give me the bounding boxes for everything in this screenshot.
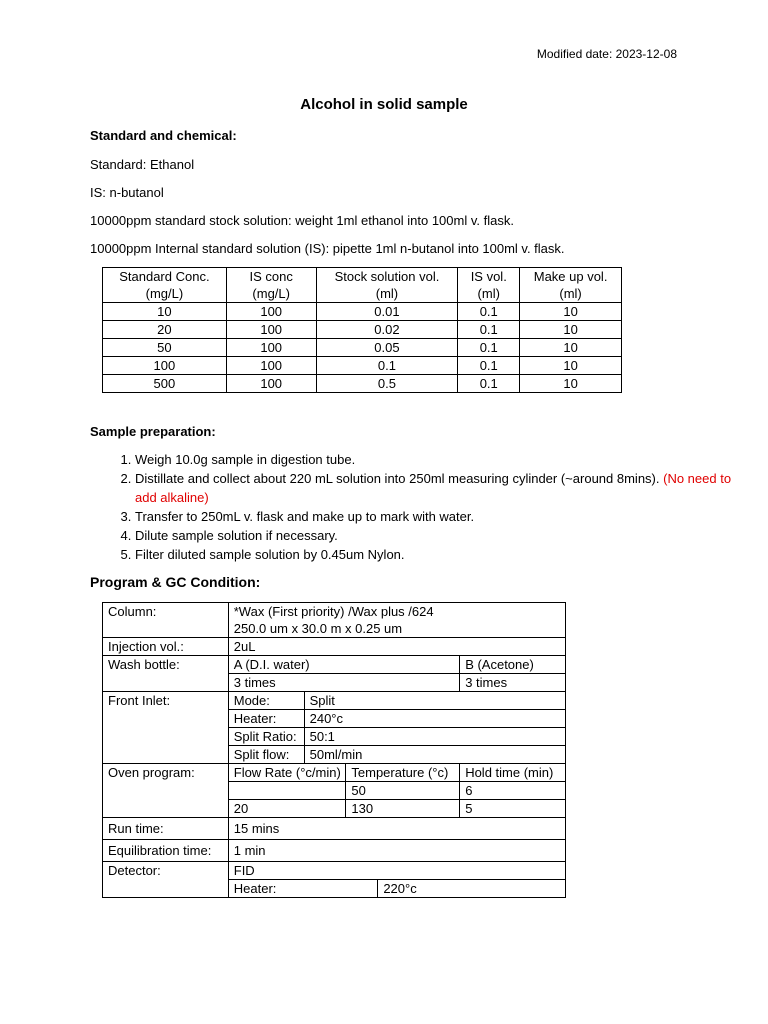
- oven-header: Hold time (min): [460, 764, 566, 782]
- table-cell: 0.1: [316, 357, 458, 375]
- list-item: 2. Distillate and collect about 220 mL solution into 250ml measuring cylinder (~around 8mins). (No need to add alkaline): [135, 469, 735, 507]
- oven-cell: [228, 782, 346, 800]
- table-row: [103, 764, 566, 782]
- header-cell: Stock solution vol. (ml): [316, 268, 458, 303]
- table-row: [103, 321, 622, 339]
- standard-table: [102, 267, 622, 393]
- table-cell: 10: [520, 357, 622, 375]
- table-cell: 100: [103, 357, 227, 375]
- detector-value: FID: [228, 862, 565, 880]
- standard-line: Standard: Ethanol: [90, 157, 195, 172]
- table-row: [103, 638, 566, 656]
- oven-cell: 20: [228, 800, 346, 818]
- oven-header: Flow Rate (°c/min): [228, 764, 346, 782]
- table-cell: 0.1: [458, 375, 520, 393]
- sample-steps-list: [90, 450, 735, 564]
- column-label: Column:: [103, 603, 229, 638]
- table-cell: 0.1: [458, 339, 520, 357]
- sample-prep-heading: Sample preparation:: [90, 424, 216, 439]
- column-value: *Wax (First priority) /Wax plus /624 250.0 um x 30.0 m x 0.25 um: [228, 603, 565, 638]
- header-cell: Standard Conc. (mg/L): [103, 268, 227, 303]
- is-line: IS: n-butanol: [90, 185, 164, 200]
- table-cell: 10: [103, 303, 227, 321]
- table-cell: 0.5: [316, 375, 458, 393]
- inlet-label: Front Inlet:: [103, 692, 229, 764]
- wash-label: Wash bottle:: [103, 656, 229, 692]
- inlet-value: Split: [304, 692, 565, 710]
- table-cell: 20: [103, 321, 227, 339]
- table-cell: 0.1: [458, 303, 520, 321]
- table-row: [103, 818, 566, 840]
- wash-a-times: 3 times: [228, 674, 459, 692]
- list-item: 5. Filter diluted sample solution by 0.45um Nylon.: [135, 545, 735, 564]
- detector-heater-label: Heater:: [228, 880, 378, 898]
- oven-cell: 6: [460, 782, 566, 800]
- wash-a: A (D.I. water): [228, 656, 459, 674]
- table-row: [103, 840, 566, 862]
- wash-b: B (Acetone): [460, 656, 566, 674]
- table-cell: 500: [103, 375, 227, 393]
- inlet-value: 240°c: [304, 710, 565, 728]
- inlet-param: Split flow:: [228, 746, 304, 764]
- runtime-value: 15 mins: [228, 818, 565, 840]
- injection-value: 2uL: [228, 638, 565, 656]
- table-row: [103, 375, 622, 393]
- table-cell: 10: [520, 321, 622, 339]
- inlet-param: Heater:: [228, 710, 304, 728]
- header-cell: IS vol. (ml): [458, 268, 520, 303]
- inlet-param: Mode:: [228, 692, 304, 710]
- wash-b-times: 3 times: [460, 674, 566, 692]
- standard-heading: Standard and chemical:: [90, 128, 237, 143]
- runtime-label: Run time:: [103, 818, 229, 840]
- oven-cell: 50: [346, 782, 460, 800]
- table-header-row: [103, 268, 622, 303]
- table-cell: 10: [520, 375, 622, 393]
- list-item: 4. Dilute sample solution if necessary.: [135, 526, 735, 545]
- alkaline-note: (No need to add alkaline): [135, 471, 732, 505]
- gc-condition-table: [102, 602, 566, 898]
- table-cell: 10: [520, 303, 622, 321]
- table-cell: 100: [226, 339, 316, 357]
- table-cell: 0.1: [458, 357, 520, 375]
- table-row: [103, 656, 566, 674]
- table-row: [103, 357, 622, 375]
- modified-date: Modified date: 2023-12-08: [536, 47, 677, 61]
- oven-header: Temperature (°c): [346, 764, 460, 782]
- oven-cell: 130: [346, 800, 460, 818]
- equil-value: 1 min: [228, 840, 565, 862]
- table-cell: 50: [103, 339, 227, 357]
- table-cell: 0.05: [316, 339, 458, 357]
- inlet-value: 50ml/min: [304, 746, 565, 764]
- table-cell: 100: [226, 321, 316, 339]
- table-row: [103, 603, 566, 638]
- table-row: [103, 862, 566, 880]
- injection-label: Injection vol.:: [103, 638, 229, 656]
- gc-heading: Program & GC Condition:: [90, 574, 261, 590]
- table-cell: 100: [226, 303, 316, 321]
- oven-cell: 5: [460, 800, 566, 818]
- equil-label: Equilibration time:: [103, 840, 229, 862]
- table-cell: 100: [226, 357, 316, 375]
- internal-standard-line: 10000ppm Internal standard solution (IS): pipette 1ml n-butanol into 100ml v. flask.: [90, 241, 565, 256]
- header-cell: IS conc (mg/L): [226, 268, 316, 303]
- table-row: [103, 303, 622, 321]
- table-cell: 0.1: [458, 321, 520, 339]
- table-cell: 0.02: [316, 321, 458, 339]
- header-cell: Make up vol. (ml): [520, 268, 622, 303]
- table-cell: 10: [520, 339, 622, 357]
- inlet-value: 50:1: [304, 728, 565, 746]
- table-row: [103, 339, 622, 357]
- list-item: 1. Weigh 10.0g sample in digestion tube.: [135, 450, 735, 469]
- stock-solution-line: 10000ppm standard stock solution: weight 1ml ethanol into 100ml v. flask.: [90, 213, 514, 228]
- detector-label: Detector:: [103, 862, 229, 898]
- table-cell: 0.01: [316, 303, 458, 321]
- page-title: Alcohol in solid sample: [300, 96, 468, 113]
- inlet-param: Split Ratio:: [228, 728, 304, 746]
- table-cell: 100: [226, 375, 316, 393]
- list-item: 3. Transfer to 250mL v. flask and make up to mark with water.: [135, 507, 735, 526]
- detector-heater-value: 220°c: [378, 880, 566, 898]
- oven-label: Oven program:: [103, 764, 229, 818]
- table-row: [103, 692, 566, 710]
